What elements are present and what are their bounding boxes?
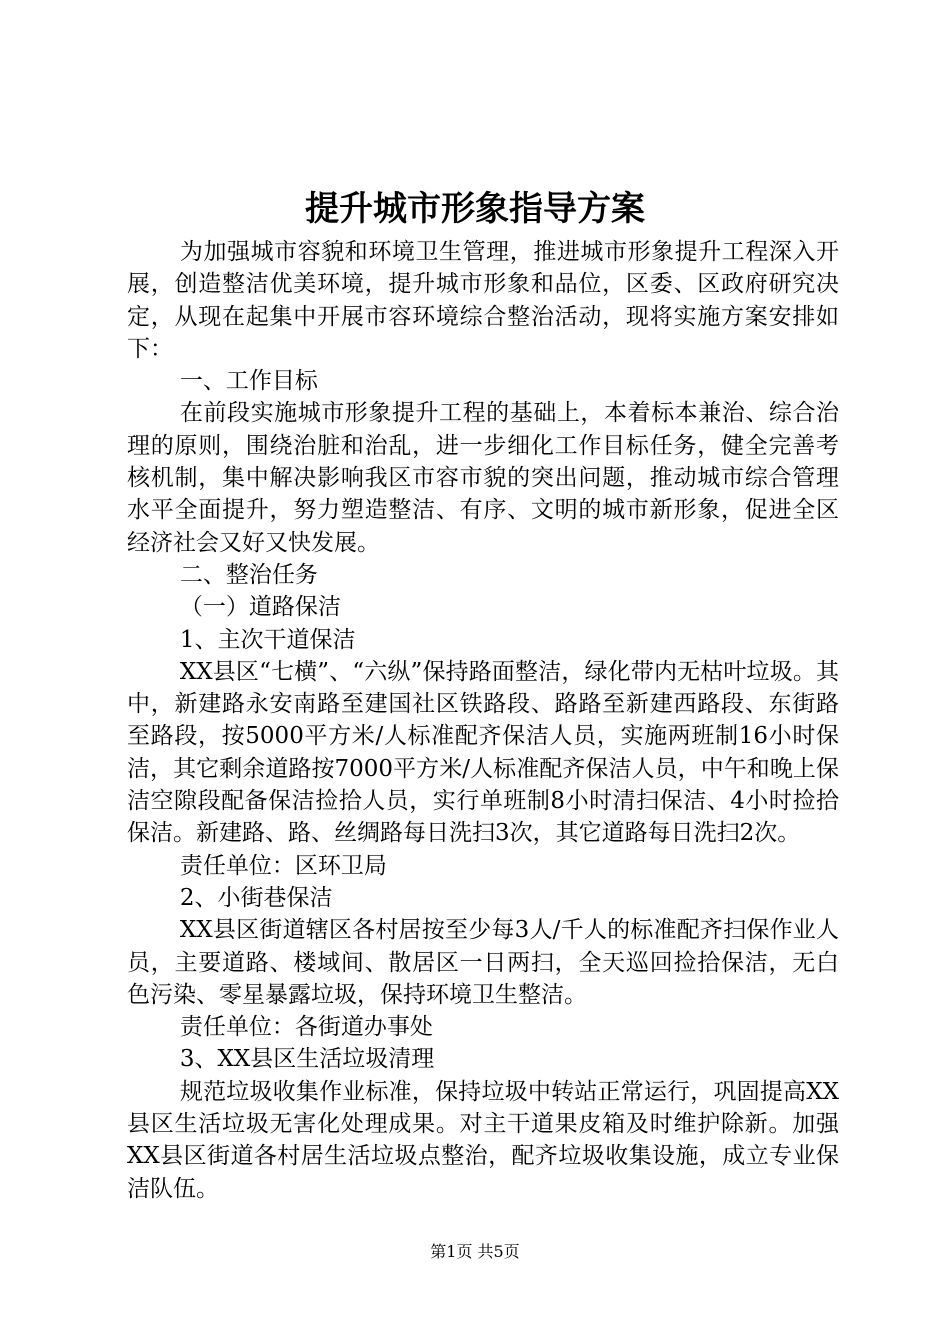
document-title: 提升城市形象指导方案	[305, 189, 645, 229]
item-heading-main-roads: 1、主次干道保洁	[179, 626, 356, 653]
subsection-heading-road-cleaning: （一）道路保洁	[179, 594, 341, 621]
section-heading-goals: 一、工作目标	[179, 368, 318, 395]
page-footer: 第1页 共5页	[430, 1242, 520, 1261]
document-body	[127, 236, 839, 1205]
responsible-unit-small-streets: 责任单位：各街道办事处	[179, 1014, 433, 1041]
paragraph-main-roads: XX县区“七横”、“六纵”保持路面整洁，绿化带内无枯叶垃圾。其中，新建路永安南路至建国社区铁路段、路路至新建西路段、东街路至路段，按5000平方米/人标准配齐保洁人员，实施两班制16小时保洁，其它剩余道路按7000平方米/人标准配齐保洁人员，中午和晚上保洁空隙段配备保洁捡拾人员，实行单班制8小时清扫保洁、4小时捡拾保洁。新建路、路、丝绸路每日洗扫3次，其它道路每日洗扫2次。	[127, 658, 839, 847]
responsible-unit-main-roads: 责任单位：区环卫局	[179, 852, 387, 879]
paragraph-garbage: 规范垃圾收集作业标准，保持垃圾中转站正常运行，巩固提高XX县区生活垃圾无害化处理成果。对主干道果皮箱及时维护除新。加强XX县区街道各村居生活垃圾点整治，配齐垃圾收集设施，成立专业保洁队伍。	[127, 1078, 839, 1202]
item-heading-small-streets: 2、小街巷保洁	[179, 884, 333, 911]
paragraph-goals: 在前段实施城市形象提升工程的基础上，本着标本兼治、综合治理的原则，围绕治脏和治乱，进一步细化工作目标任务，健全完善考核机制，集中解决影响我区市容市貌的突出问题，推动城市综合管理水平全面提升，努力塑造整洁、有序、文明的城市新形象，促进全区经济社会又好又快发展。	[127, 400, 839, 556]
item-heading-garbage: 3、XX县区生活垃圾清理	[179, 1046, 435, 1073]
section-heading-tasks: 二、整治任务	[179, 561, 318, 588]
paragraph-small-streets: XX县区街道辖区各村居按至少每3人/千人的标准配齐扫保作业人员，主要道路、楼域间、散居区一日两扫，全天巡回捡拾保洁，无白色污染、零星暴露垃圾，保持环境卫生整洁。	[127, 917, 839, 1008]
paragraph-intro: 为加强城市容貌和环境卫生管理，推进城市形象提升工程深入开展，创造整洁优美环境，提升城市形象和品位，区委、区政府研究决定，从现在起集中开展市容环境综合整治活动，现将实施方案安排如下：	[127, 239, 839, 362]
